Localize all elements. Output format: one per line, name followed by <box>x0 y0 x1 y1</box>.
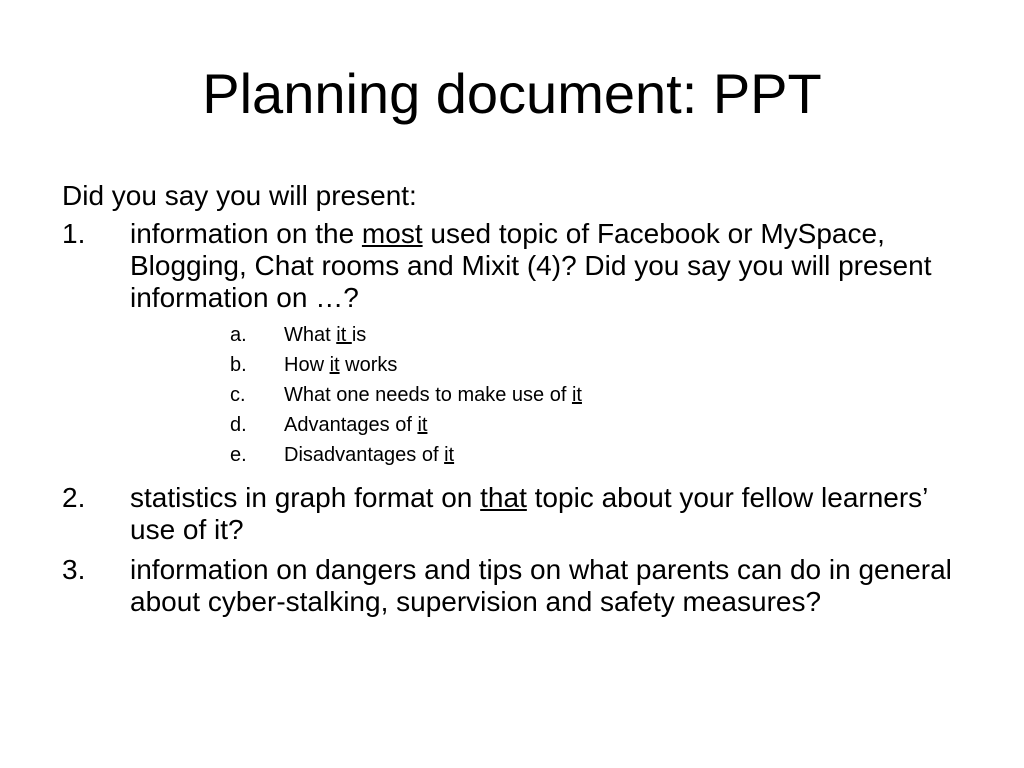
sub-letter: e. <box>230 444 247 466</box>
sub-letter: c. <box>230 384 246 406</box>
sub-item-c <box>130 380 962 410</box>
sub-underlined-text: it <box>329 354 340 376</box>
sub-text-before: What <box>284 324 337 346</box>
intro-text: Did you say you will present: <box>62 180 417 211</box>
sub-text-before: Advantages of <box>284 414 418 436</box>
sub-text-after: works <box>339 354 398 376</box>
item-text-after: topic about your fellow learners’ use of it? <box>130 482 928 545</box>
sub-letter: b. <box>230 354 247 376</box>
list-number: 3. <box>62 554 86 585</box>
slide-title: Planning document: PPT <box>202 62 822 125</box>
list-number: 2. <box>62 482 86 513</box>
list-item-2 <box>62 482 962 546</box>
item-underlined-text: that <box>480 482 527 513</box>
item-text: information on dangers and tips on what parents can do in general about cyber-stalking, supervision and safety measures? <box>130 554 952 617</box>
item-text-before: information on the <box>130 218 362 249</box>
list-item-3 <box>62 554 962 618</box>
sub-text-after: is <box>351 324 367 346</box>
sub-item-a <box>130 320 962 350</box>
sub-letter: d. <box>230 414 247 436</box>
sub-text-before: What one needs to make use of <box>284 384 572 406</box>
sub-text-before: Disadvantages of <box>284 444 445 466</box>
sub-underlined-text: it <box>571 384 582 406</box>
sub-list <box>130 320 962 470</box>
sub-item-d <box>130 410 962 440</box>
item-text-after: used topic of Facebook or MySpace, Blogging, Chat rooms and Mixit (4)? Did you say you will present information on …? <box>130 218 932 313</box>
sub-text-before: How <box>284 354 330 376</box>
sub-item-b <box>130 350 962 380</box>
item-underlined-text: most <box>361 218 423 249</box>
slide-body <box>62 180 962 626</box>
list-item-1 <box>62 218 962 470</box>
sub-item-e <box>130 440 962 470</box>
sub-underlined-text: it <box>336 324 352 346</box>
sub-letter: a. <box>230 324 247 346</box>
sub-underlined-text: it <box>444 444 455 466</box>
list-number: 1. <box>62 218 86 249</box>
sub-underlined-text: it <box>417 414 428 436</box>
item-text-before: statistics in graph format on <box>130 482 481 513</box>
